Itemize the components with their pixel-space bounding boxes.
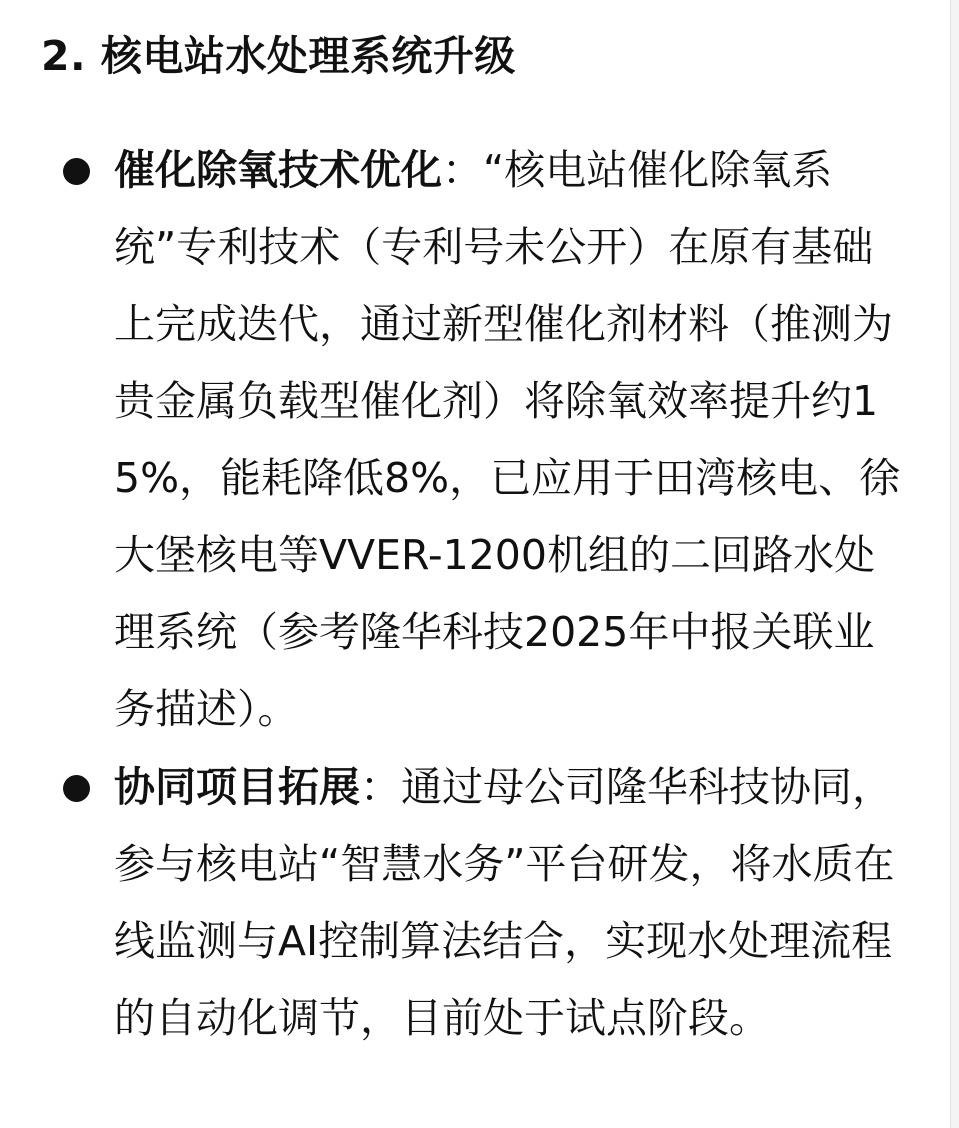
item-title: 协同项目拓展	[114, 763, 360, 811]
item-separator: ：	[442, 146, 483, 194]
bullet-icon	[63, 158, 90, 185]
bullet-icon	[63, 775, 90, 802]
item-title: 催化除氧技术优化	[114, 146, 442, 194]
section-heading: 2. 核电站水处理系统升级	[41, 32, 516, 80]
item-body: 通过母公司隆华科技协同，参与核电站“智慧水务”平台研发，将水质在线监测与AI控制算法结合，实现水处理流程的自动化调节，目前处于试点阶段。	[114, 763, 895, 1042]
item-body: “核电站催化除氧系统”专利技术（专利号未公开）在原有基础上完成迭代，通过新型催化剂材料（推测为贵金属负载型催化剂）将除氧效率提升约15%，能耗降低8%，已应用于田湾核电、徐大堡核电等VVER-1200机组的二回路水处理系统（参考隆华科技2025年中报关联业务描述）。	[114, 146, 901, 733]
scrollbar-track[interactable]	[950, 0, 959, 1128]
item-separator: ：	[360, 763, 401, 811]
bullet-list	[41, 132, 950, 1057]
list-item-collaboration-projects	[41, 749, 904, 1057]
list-item-catalytic-deoxygenation	[41, 132, 904, 748]
